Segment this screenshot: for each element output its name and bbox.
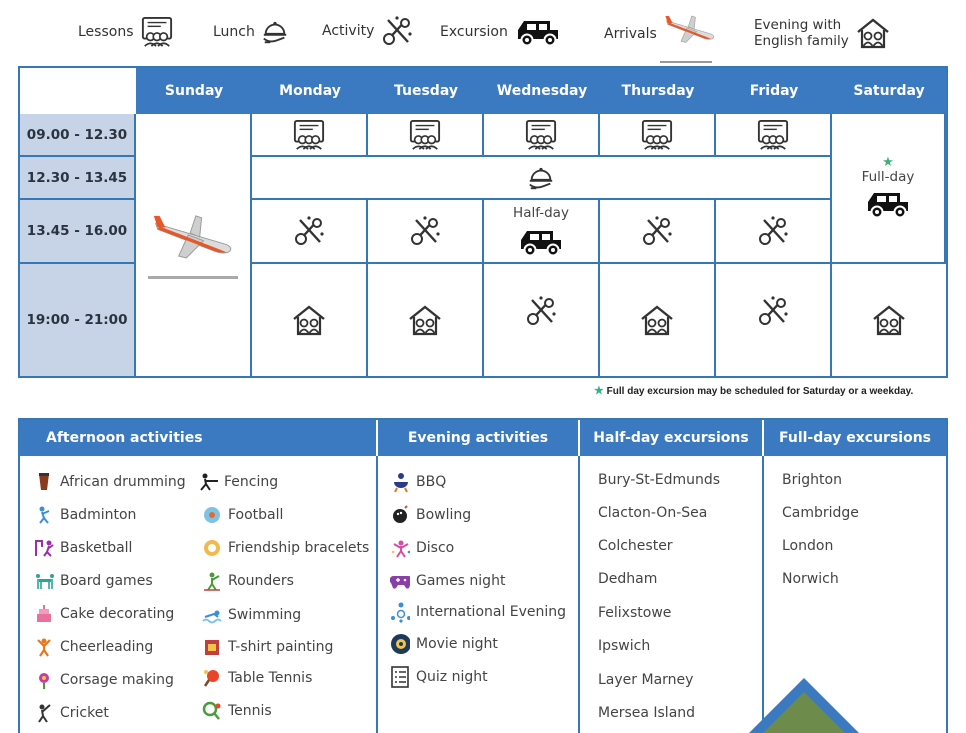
legend-excursion <box>440 17 562 47</box>
list-item <box>34 703 109 723</box>
disco-icon <box>390 538 410 558</box>
list-item <box>202 701 272 721</box>
football-icon <box>202 505 222 525</box>
list-item: Ipswich <box>598 638 651 654</box>
time-slot-lunch: 12.30 - 13.45 <box>20 157 136 200</box>
activity-icon <box>524 294 558 328</box>
legend-lessons <box>78 16 174 48</box>
list-item <box>198 472 278 492</box>
activity-label: Disco <box>416 540 455 556</box>
legend-excursion-label: Excursion <box>440 24 508 40</box>
legend <box>0 8 966 63</box>
list-item <box>34 670 174 690</box>
activity-label: Football <box>228 507 284 523</box>
lessons-icon <box>524 119 558 151</box>
star-icon: ★ <box>594 385 604 397</box>
friday-lessons-cell <box>716 114 832 157</box>
cricket-icon <box>34 703 54 723</box>
table-tennis-icon <box>202 668 222 688</box>
wednesday-evening-cell <box>484 264 600 376</box>
header-full-day-excursions: Full-day excursions <box>764 420 946 456</box>
footnote <box>594 385 913 397</box>
lessons-icon <box>140 16 174 48</box>
list-item <box>202 538 369 558</box>
activity-icon <box>640 214 674 248</box>
cake-icon <box>34 604 54 624</box>
plane-icon <box>150 206 236 264</box>
activity-label: Cricket <box>60 705 109 721</box>
bowling-icon <box>390 505 410 525</box>
saturday-fullday-cell <box>832 114 946 264</box>
bbq-icon <box>390 472 410 492</box>
tuesday-activity-cell <box>368 200 484 264</box>
legend-arrivals-label: Arrivals <box>604 26 657 42</box>
decorative-photo <box>756 692 852 733</box>
activity-label: African drumming <box>60 474 186 490</box>
list-item <box>202 668 312 688</box>
excursion-icon <box>514 17 562 47</box>
activity-icon <box>380 14 414 48</box>
excursion-icon <box>517 227 565 257</box>
time-slot-morning: 09.00 - 12.30 <box>20 114 136 157</box>
swimming-icon <box>202 605 222 625</box>
time-slot-afternoon: 13.45 - 16.00 <box>20 200 136 264</box>
list-item: Mersea Island <box>598 705 696 721</box>
basketball-icon <box>34 538 54 558</box>
activity-label: T-shirt painting <box>228 639 334 655</box>
list-item: Brighton <box>782 472 842 488</box>
activity-icon <box>408 214 442 248</box>
saturday-evening-cell <box>832 264 946 376</box>
legend-arrivals <box>604 10 717 46</box>
plane-icon <box>663 10 717 46</box>
list-item <box>390 538 454 558</box>
activities-panel <box>18 418 948 733</box>
legend-evening-label <box>754 17 849 49</box>
legend-evening-line1: Evening with <box>754 17 842 33</box>
family-house-icon <box>855 16 891 50</box>
list-item: Bury-St-Edmunds <box>598 472 721 488</box>
column-divider <box>578 456 580 733</box>
sunday-arrivals-cell <box>136 114 252 376</box>
footnote-text: Full day excursion may be scheduled for Saturday or a weekday. <box>606 386 914 397</box>
tshirt-icon <box>202 637 222 657</box>
activity-label: Swimming <box>228 607 302 623</box>
activity-label: Tennis <box>228 703 272 719</box>
header-afternoon-activities: Afternoon activities <box>20 420 376 456</box>
lunch-icon <box>261 18 289 46</box>
star-icon: ★ <box>882 155 894 170</box>
rounders-icon <box>202 571 222 591</box>
list-item <box>202 605 301 625</box>
family-house-icon <box>871 303 907 337</box>
header-half-day-excursions: Half-day excursions <box>580 420 762 456</box>
fencing-icon <box>198 472 218 492</box>
list-item: Cambridge <box>782 505 859 521</box>
list-item <box>390 602 566 622</box>
column-divider <box>376 456 378 733</box>
activity-label: Basketball <box>60 540 133 556</box>
list-item: Clacton-On-Sea <box>598 505 708 521</box>
header-divider <box>578 420 580 456</box>
lessons-icon <box>756 119 790 151</box>
activity-label: Games night <box>416 573 506 589</box>
lunch-icon <box>527 164 555 192</box>
cheerleading-icon <box>34 637 54 657</box>
quiz-list-icon <box>390 667 410 687</box>
tuesday-lessons-cell <box>368 114 484 157</box>
list-item: London <box>782 538 834 554</box>
full-day-label: Full-day <box>861 169 915 185</box>
day-header-saturday: Saturday <box>832 68 946 114</box>
list-item: Colchester <box>598 538 673 554</box>
board-games-icon <box>34 571 54 591</box>
drum-icon <box>34 472 54 492</box>
activity-label: BBQ <box>416 474 447 490</box>
lessons-icon <box>408 119 442 151</box>
header-divider <box>376 420 378 456</box>
arrivals-underline <box>660 61 712 63</box>
list-item: Dedham <box>598 571 658 587</box>
activity-label: Table Tennis <box>228 670 313 686</box>
legend-activity <box>322 14 414 48</box>
half-day-label: Half-day <box>513 205 569 221</box>
activity-label: Board games <box>60 573 153 589</box>
monday-evening-cell <box>252 264 368 376</box>
activity-icon <box>756 214 790 248</box>
thursday-lessons-cell <box>600 114 716 157</box>
list-item <box>202 637 333 657</box>
legend-lunch-label: Lunch <box>213 24 255 40</box>
movie-icon <box>390 634 410 654</box>
day-header-thursday: Thursday <box>600 68 716 114</box>
activity-label: Quiz night <box>416 669 488 685</box>
activity-icon <box>292 214 326 248</box>
friday-evening-cell <box>716 264 832 376</box>
list-item <box>34 505 136 525</box>
legend-evening-family <box>754 16 891 50</box>
list-item: Layer Marney <box>598 672 694 688</box>
family-house-icon <box>639 303 675 337</box>
tennis-icon <box>202 701 222 721</box>
day-header-friday: Friday <box>716 68 832 114</box>
list-item <box>34 637 153 657</box>
day-header-sunday: Sunday <box>136 68 252 114</box>
arrivals-ground-line <box>148 276 238 279</box>
monday-activity-cell <box>252 200 368 264</box>
list-item: Felixstowe <box>598 605 672 621</box>
legend-lessons-label: Lessons <box>78 24 134 40</box>
list-item <box>390 667 488 687</box>
lessons-icon <box>292 119 326 151</box>
badminton-icon <box>34 505 54 525</box>
corsage-icon <box>34 670 54 690</box>
activity-label: Rounders <box>228 573 294 589</box>
monday-lessons-cell <box>252 114 368 157</box>
activity-icon <box>756 294 790 328</box>
activity-label: Fencing <box>224 474 279 490</box>
header-evening-activities: Evening activities <box>378 420 578 456</box>
activity-label: International Evening <box>416 604 567 620</box>
lessons-icon <box>640 119 674 151</box>
list-item <box>390 472 446 492</box>
lunch-row-cell <box>252 157 832 200</box>
legend-lunch <box>213 18 289 46</box>
tuesday-evening-cell <box>368 264 484 376</box>
bracelet-icon <box>202 538 222 558</box>
activity-label: Bowling <box>416 507 472 523</box>
list-item: Norwich <box>782 571 839 587</box>
activity-label: Cake decorating <box>60 606 175 622</box>
wednesday-lessons-cell <box>484 114 600 157</box>
timetable-corner <box>20 68 136 114</box>
activity-label: Badminton <box>60 507 137 523</box>
international-icon <box>390 602 410 622</box>
excursion-icon <box>864 189 912 219</box>
family-house-icon <box>407 303 443 337</box>
day-header-tuesday: Tuesday <box>368 68 484 114</box>
thursday-evening-cell <box>600 264 716 376</box>
activity-label: Corsage making <box>60 672 174 688</box>
gamepad-icon <box>390 571 410 591</box>
list-item <box>390 505 471 525</box>
list-item <box>34 604 174 624</box>
list-item <box>34 472 186 492</box>
list-item <box>390 634 498 654</box>
wednesday-halfday-cell <box>484 200 600 264</box>
list-item <box>34 571 153 591</box>
day-header-wednesday: Wednesday <box>484 68 600 114</box>
list-item <box>202 505 283 525</box>
header-divider <box>762 420 764 456</box>
time-slot-evening: 19:00 - 21:00 <box>20 264 136 376</box>
activity-label: Cheerleading <box>60 639 154 655</box>
legend-activity-label: Activity <box>322 23 375 39</box>
legend-evening-line2: English family <box>754 33 849 49</box>
family-house-icon <box>291 303 327 337</box>
timetable <box>18 66 948 378</box>
activity-label: Movie night <box>416 636 498 652</box>
friday-activity-cell <box>716 200 832 264</box>
thursday-activity-cell <box>600 200 716 264</box>
list-item <box>202 571 294 591</box>
activity-label: Friendship bracelets <box>228 540 370 556</box>
day-header-monday: Monday <box>252 68 368 114</box>
list-item <box>390 571 505 591</box>
list-item <box>34 538 132 558</box>
